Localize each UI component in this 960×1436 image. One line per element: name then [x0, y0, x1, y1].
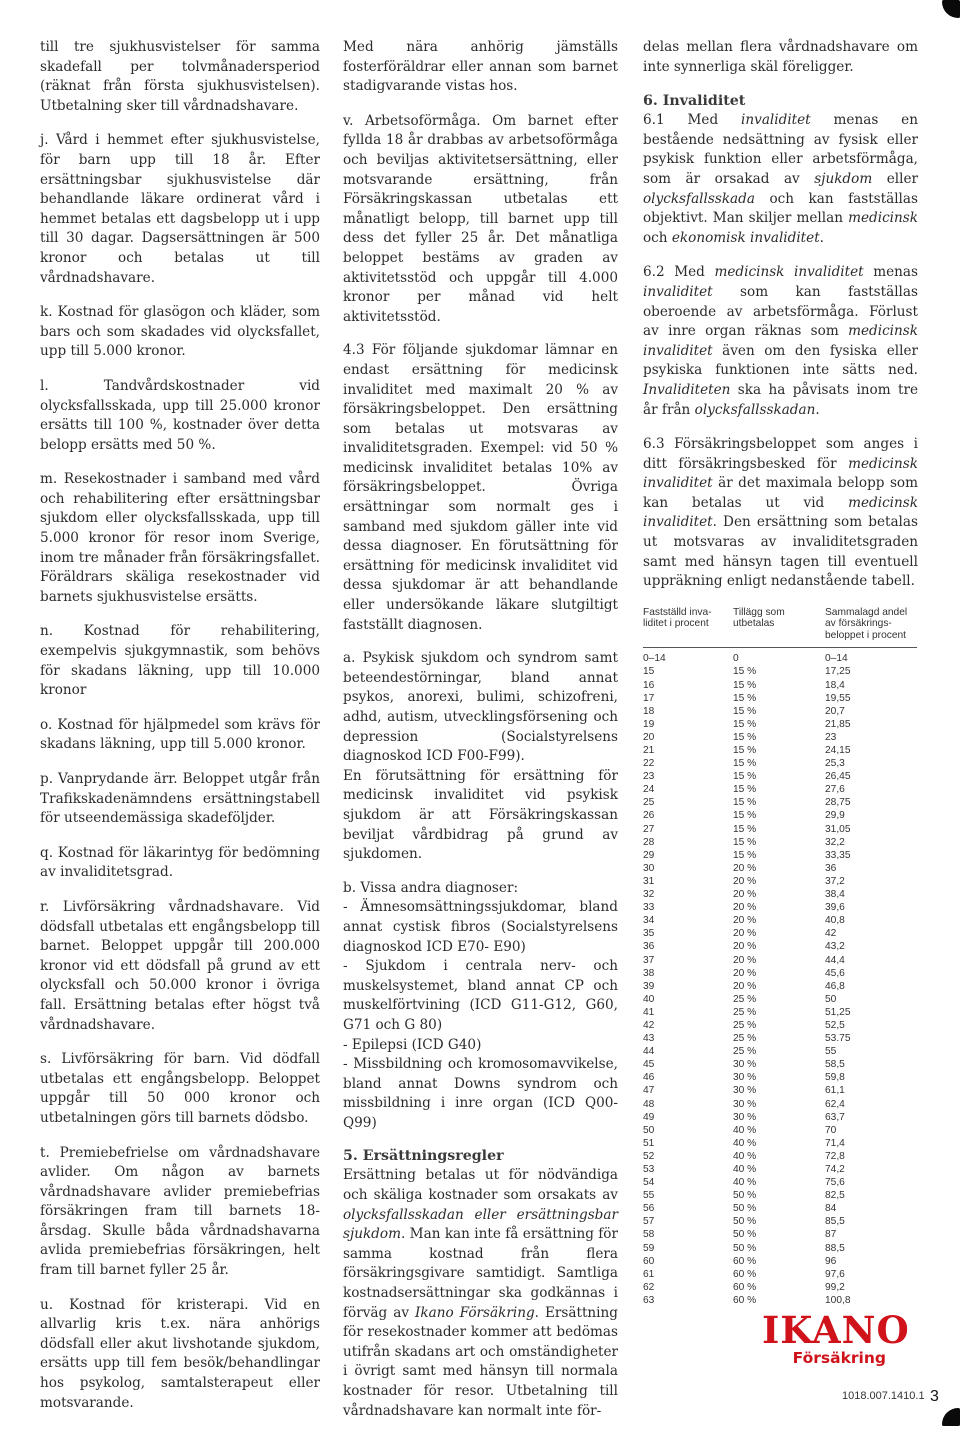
diagnosis-4: - Missbildning och kromosomavvikelse, bland annat Downs syndrom och missbildning i inre organ (ICD Q00-Q99) [343, 1056, 618, 1131]
table-row [643, 1032, 917, 1045]
table-cell: 36 [825, 862, 837, 874]
table-cell: 34 [643, 915, 655, 927]
table-cell: 30 % [733, 1111, 757, 1123]
table-cell: 27 [643, 823, 655, 835]
table-cell: 20 % [733, 915, 757, 927]
table-cell: 15 % [733, 849, 757, 861]
table-cell: 87 [825, 1229, 837, 1241]
table-cell: 41 [643, 1006, 655, 1018]
table-row [643, 901, 917, 914]
table-cell: 25 % [733, 993, 757, 1005]
table-cell: 56 [643, 1203, 655, 1215]
table-cell: 52 [643, 1150, 655, 1162]
table-cell: 15 % [733, 810, 757, 822]
table-cell: 59,8 [825, 1072, 845, 1084]
column-1 [40, 38, 320, 1428]
table-cell: 30 % [733, 1085, 757, 1097]
table-cell: 43 [643, 1033, 655, 1045]
table-cell: 50 % [733, 1203, 757, 1215]
table-cell: 20 % [733, 902, 757, 914]
table-cell: 30 % [733, 1098, 757, 1110]
table-cell: 25 % [733, 1019, 757, 1031]
table-cell: 0–14 [825, 653, 848, 665]
table-cell: 15 % [733, 758, 757, 770]
item-a: a. Psykisk sjukdom och syndrom samt beteendestörningar, bland annat psykos, anorexi, bulimi, schizofreni, adhd, autism, utvecklingsförsening och depression (Socialstyrelsens diagnoskod ICD F00-F99). [343, 650, 618, 765]
table-cell: 17,25 [825, 666, 851, 678]
table-cell: 63 [643, 1294, 655, 1306]
item-v: v. Arbetsoförmåga. Om barnet efter fyllda 18 år drabbas av arbetsoförmåga och beviljas aktivitetsersättning, eller motsvarande ersättning, från Försäkringskassan utbetalas ett månatligt belopp, till barnet upp till dess det fyller 25 år. Det månatliga beloppet bestäms av graden av aktivitetsstöd och uppgår till 4.000 kronor per månad vid helt aktivitetsstöd. [343, 112, 618, 325]
diagnosis-3: - Epilepsi (ICD G40) [343, 1036, 482, 1053]
table-row [643, 862, 917, 875]
item-s: s. Livförsäkring för barn. Vid dödfall utbetalas ett engångsbelopp. Beloppet uppgår till 50 000 kronor och utbetalningen görs till barnets dödsbo. [40, 1051, 320, 1126]
table-row [643, 1189, 917, 1202]
table-cell: 45 [643, 1059, 655, 1071]
item-u: u. Kostnad för kristerapi. Vid en allvarlig kris t.ex. nära anhörigs dödsfall eller akut livshotande sjukdom, ersätts upp till fem besök/behandlingar hos psykolog, samtalsterapeut eller motsvarande. [40, 1296, 320, 1411]
table-cell: 42 [643, 1019, 655, 1031]
table-cell: 51,25 [825, 1006, 851, 1018]
table-cell: 15 % [733, 784, 757, 796]
table-cell: 47 [643, 1085, 655, 1097]
table-cell: 21 [643, 745, 655, 756]
table-cell: 19 [643, 718, 655, 730]
table-row [643, 1137, 917, 1150]
table-cell: 15 % [733, 823, 757, 835]
table-body [643, 648, 917, 1307]
item-p: p. Vanprydande ärr. Beloppet utgår från Trafikskadenämndens ersättningstabell för utseendemässiga skadeföljder. [40, 771, 320, 827]
table-cell: 39,6 [825, 902, 845, 914]
table-cell: 48 [643, 1098, 655, 1110]
table-cell: 33 [643, 902, 655, 914]
table-header-supplement: Tillägg som utbetalas [733, 606, 785, 630]
table-cell: 44,4 [825, 954, 845, 966]
table-cell: 46,8 [825, 980, 845, 992]
table-row [643, 809, 917, 822]
table-cell: 30 % [733, 1072, 757, 1084]
item-t: t. Premiebefrielse om vårdnadshavare avlider. Om någon av barnets vårdnadshavare avlider premiebefrias försäkringen fram till barnets 18-årsdag. Skulle båda vårdnadshavarna avlida premiebefrias försäkringen, helt fram till barnet fyller 25 år. [40, 1144, 320, 1279]
table-row [643, 1124, 917, 1137]
table-row [643, 1071, 917, 1084]
table-cell: 84 [825, 1203, 837, 1215]
table-row [643, 796, 917, 809]
item-k: k. Kostnad för glasögon och kläder, som bars och som skadades vid olycksfallet, upp till 5.000 kronor. [40, 304, 320, 360]
table-cell: 15 % [733, 797, 757, 809]
table-row [643, 1215, 917, 1228]
paragraph-continued: till tre sjukhusvistelser för samma skadefall per tolvmånadersperiod (räknat från första sjukhusvistelsen). Utbetalning sker till vårdnadshavare. [40, 39, 320, 114]
table-cell: 31 [643, 875, 655, 887]
item-r: r. Livförsäkring vårdnadshavare. Vid dödsfall utbetalas ett engångsbelopp till barnet. Beloppet uppgår till 200.000 kronor vid ett dödsfall på grund av ett olycksfall och 50.000 kronor i övriga fall. Ersättning betalas efter högst två vårdnadshavare. [40, 898, 320, 1033]
logo-sub: Försäkring [792, 1349, 886, 1367]
table-cell: 60 [643, 1255, 655, 1267]
table-cell: 85,5 [825, 1216, 845, 1228]
table-cell: 58,5 [825, 1059, 845, 1071]
table-cell: 38,4 [825, 889, 845, 901]
table-cell: 44 [643, 1046, 655, 1058]
table-row [643, 849, 917, 862]
table-cell: 15 % [733, 771, 757, 783]
table-row [643, 757, 917, 770]
invalidity-table [643, 607, 917, 1307]
diagnosis-2: - Sjukdom i centrala nerv- och muskelsystemet, bland annat CP och muskelförtvining (ICD G11-G12, G60, G71 och G 80) [343, 958, 618, 1033]
table-cell: 20 % [733, 967, 757, 979]
table-row [643, 770, 917, 783]
table-row [643, 967, 917, 980]
table-row [643, 1242, 917, 1255]
table-cell: 37,2 [825, 875, 845, 887]
table-row [643, 1006, 917, 1019]
table-row [643, 1281, 917, 1294]
table-cell: 61,1 [825, 1085, 845, 1097]
table-row [643, 823, 917, 836]
table-cell: 50 % [733, 1242, 757, 1254]
table-row [643, 1019, 917, 1032]
paragraph-continued-3: delas mellan flera vårdnadshavare om inte synnerliga skäl föreligger. [643, 39, 918, 75]
table-cell: 28,75 [825, 797, 851, 809]
table-cell: 20 % [733, 875, 757, 887]
table-cell: 27,6 [825, 784, 845, 796]
table-cell: 25 % [733, 1033, 757, 1045]
table-row [643, 1228, 917, 1241]
table-cell: 30 % [733, 1059, 757, 1071]
table-row [643, 1255, 917, 1268]
table-row [643, 1163, 917, 1176]
table-cell: 29 [643, 849, 655, 861]
table-cell: 55 [825, 1046, 837, 1058]
table-cell: 24,15 [825, 745, 851, 756]
table-cell: 24 [643, 784, 655, 796]
table-cell: 29,9 [825, 810, 845, 822]
column-2 [343, 38, 618, 1436]
table-cell: 100,8 [825, 1294, 851, 1306]
table-cell: 72,8 [825, 1150, 845, 1162]
table-cell: 75,6 [825, 1177, 845, 1189]
table-cell: 50 [643, 1124, 655, 1136]
table-row [643, 993, 917, 1006]
table-cell: 52,5 [825, 1019, 845, 1031]
table-cell: 45,6 [825, 967, 845, 979]
table-cell: 60 % [733, 1294, 757, 1306]
table-row [643, 888, 917, 901]
ikano-logo [762, 1308, 910, 1368]
item-m: m. Resekostnader i samband med vård och rehabilitering efter ersättningsbar sjukdom eller olycksfallsskada, upp till 5.000 kronor för resor inom Sverige, inom tre månader från försäkringsfallet. Föräldrars skäliga resekostnader vid barnets sjukhusvistelse ersätts. [40, 471, 320, 605]
table-cell: 19,55 [825, 692, 851, 704]
table-cell: 97,6 [825, 1268, 845, 1280]
table-cell: 70 [825, 1124, 837, 1136]
table-cell: 26,45 [825, 771, 851, 783]
document-code: 1018.007.1410.1 [842, 1390, 925, 1402]
table-row [643, 1045, 917, 1058]
table-cell: 40 % [733, 1137, 757, 1149]
table-row [643, 914, 917, 927]
table-header-invalidity: Fastställd inva- liditet i procent [643, 606, 712, 630]
table-cell: 0 [733, 653, 739, 665]
table-cell: 26 [643, 810, 655, 822]
table-cell: 32 [643, 889, 655, 901]
table-row [643, 927, 917, 940]
table-cell: 50 % [733, 1229, 757, 1241]
table-cell: 15 % [733, 718, 757, 730]
section-5-text: Ersättning betalas ut för nödvändiga och skäliga kostnader som orsakats av olycksfallsskadan eller ersättningsbar sjukdom. Man kan inte få ersättning för samma kostnad från flera försäkringsgivare samtidigt. Samtliga kostnadsersättningar ska godkännas i förväg av Ikano Försäkring. Ersättning för resekostnader kommer att bedömas utifrån skadans art och omständigheter i övrigt samt med hänsyn till normala kostnader för resor. Utbetalning till vårdnadshavare kan normalt inte för- [343, 1167, 618, 1419]
table-cell: 18,4 [825, 679, 845, 691]
table-cell: 30 [643, 862, 655, 874]
table-row [643, 1176, 917, 1189]
table-cell: 60 % [733, 1255, 757, 1267]
table-cell: 96 [825, 1255, 837, 1267]
section-6-3: 6.3 Försäkringsbeloppet som anges i ditt försäkringsbesked för medicinsk invaliditet är det maximala belopp som kan betalas ut vid medicinsk invaliditet. Den ersättning som betalas ut motsvaras av invaliditetsgraden samt med hänsyn tagen till eventuell uppräkning enligt nedanstående tabell. [643, 436, 918, 590]
table-row [643, 1150, 917, 1163]
table-row [643, 1084, 917, 1097]
table-row [643, 1202, 917, 1215]
table-row [643, 648, 917, 666]
table-cell: 39 [643, 980, 655, 992]
table-cell: 62 [643, 1281, 655, 1293]
table-row [643, 836, 917, 849]
item-n: n. Kostnad för rehabilitering, exempelvis sjukgymnastik, som behövs för skadans läkning, upp till 10.000 kronor [40, 623, 320, 699]
table-cell: 53 [643, 1164, 655, 1175]
table-row [643, 1098, 917, 1111]
table-cell: 51 [643, 1137, 655, 1149]
table-cell: 63,7 [825, 1111, 845, 1123]
table-row [643, 940, 917, 953]
section-4-3: 4.3 För följande sjukdomar lämnar en endast ersättning för medicinsk invaliditet med maximalt 20 % av försäkringsbeloppet. Den ersättning som betalas ut motsvaras av invaliditetsgraden. Exempel: vid 50 % medicinsk invaliditet betalas 10% av försäkringsbeloppet. Övriga ersättningar som normalt ges i samband med sjukdom gäller inte vid dessa diagnoser. En förutsättning för ersättning för medicinsk invaliditet vid dessa sjukdomar är att behandlande eller undersökande läkare slutgiltigt fastställt diagnosen. [343, 342, 618, 633]
table-cell: 21,85 [825, 718, 851, 730]
table-cell: 40,8 [825, 915, 845, 927]
table-cell: 33,35 [825, 849, 851, 861]
table-cell: 15 % [733, 745, 757, 756]
table-cell: 53.75 [825, 1033, 851, 1045]
section-6-2: 6.2 Med medicinsk invaliditet menas invaliditet som kan fastställas oberoende av arbetsförmåga. Förlust av inre organ räknas som medicinsk invaliditet även om den fysiska eller psykiska funktionen inte sätts ned. Invaliditeten ska ha påvisats inom tre år från olycksfallsskadan. [643, 264, 918, 418]
table-cell: 71,4 [825, 1137, 845, 1149]
section-5-heading: 5. Ersättningsregler [343, 1148, 504, 1165]
table-row [643, 731, 917, 744]
table-cell: 40 % [733, 1124, 757, 1136]
table-cell: 23 [825, 731, 837, 743]
table-row [643, 980, 917, 993]
table-cell: 25 % [733, 1046, 757, 1058]
item-b-heading: b. Vissa andra diagnoser: [343, 879, 519, 896]
table-row [643, 1268, 917, 1281]
table-cell: 46 [643, 1072, 655, 1084]
table-cell: 50 [825, 993, 837, 1005]
table-cell: 88,5 [825, 1242, 845, 1254]
table-header-row [643, 607, 917, 648]
table-cell: 20 % [733, 928, 757, 940]
table-cell: 15 % [733, 679, 757, 691]
corner-mark-top [942, 0, 960, 18]
table-cell: 40 % [733, 1150, 757, 1162]
table-cell: 20 % [733, 980, 757, 992]
table-cell: 62,4 [825, 1098, 845, 1110]
item-q: q. Kostnad för läkarintyg för bedömning av invaliditetsgrad. [40, 844, 320, 881]
table-row [643, 954, 917, 967]
table-cell: 20 % [733, 889, 757, 901]
table-cell: 38 [643, 967, 655, 979]
table-row [643, 783, 917, 796]
table-cell: 57 [643, 1216, 655, 1228]
table-cell: 28 [643, 836, 655, 848]
table-cell: 35 [643, 928, 655, 940]
table-cell: 40 % [733, 1177, 757, 1189]
table-cell: 32,2 [825, 836, 845, 848]
table-cell: 60 % [733, 1268, 757, 1280]
table-cell: 23 [643, 771, 655, 783]
table-cell: 61 [643, 1268, 655, 1280]
table-cell: 82,5 [825, 1190, 845, 1202]
table-cell: 15 % [733, 731, 757, 743]
table-cell: 40 [643, 993, 655, 1005]
table-cell: 15 % [733, 836, 757, 848]
table-cell: 37 [643, 954, 655, 966]
table-row [643, 679, 917, 692]
table-row [643, 718, 917, 731]
table-cell: 59 [643, 1242, 655, 1254]
table-cell: 40 % [733, 1164, 757, 1175]
table-cell: 58 [643, 1229, 655, 1241]
item-l: l. Tandvårdskostnader vid olycksfallsskada, upp till 25.000 kronor ersätts till 100 %, kostnader över detta belopp ersätts med 50 %. [40, 377, 320, 453]
table-row [643, 692, 917, 705]
table-cell: 20,7 [825, 705, 845, 717]
table-cell: 15 % [733, 705, 757, 717]
logo-brand: IKANO [762, 1308, 910, 1352]
table-cell: 31,05 [825, 823, 851, 835]
table-cell: 20 % [733, 862, 757, 874]
table-cell: 16 [643, 679, 655, 691]
table-row [643, 1111, 917, 1124]
table-cell: 25 % [733, 1006, 757, 1018]
table-cell: 20 [643, 731, 655, 743]
table-row [643, 665, 917, 678]
table-cell: 74,2 [825, 1164, 845, 1175]
table-row [643, 744, 917, 757]
table-cell: 18 [643, 705, 655, 717]
page-number: 3 [930, 1388, 939, 1405]
item-a-condition: En förutsättning för ersättning för medicinsk invaliditet vid psykisk sjukdom är att Försäkringskassan beviljat vårdbidrag på grund av sjukdomen. [343, 767, 618, 863]
table-cell: 22 [643, 758, 655, 770]
table-cell: 15 % [733, 666, 757, 678]
table-row [643, 875, 917, 888]
table-row [643, 705, 917, 718]
table-row [643, 1058, 917, 1071]
table-cell: 15 % [733, 692, 757, 704]
table-cell: 49 [643, 1111, 655, 1123]
section-6-1: 6.1 Med invaliditet menas en bestående nedsättning av fysisk eller psykisk funktion eller arbetsförmåga, som är orsakad av sjukdom eller olycksfallsskada och kan fastställas objektivt. Man skiljer mellan medicinsk och ekonomisk invaliditet. [643, 112, 919, 246]
table-cell: 50 % [733, 1216, 757, 1228]
table-row [643, 1294, 917, 1307]
table-cell: 43,2 [825, 941, 845, 953]
table-cell: 55 [643, 1190, 655, 1202]
table-cell: 25 [643, 797, 655, 809]
table-cell: 50 % [733, 1190, 757, 1202]
corner-mark-bottom [942, 1408, 960, 1426]
table-cell: 42 [825, 928, 837, 940]
table-cell: 17 [643, 692, 655, 704]
table-cell: 15 [643, 666, 655, 678]
item-j: j. Vård i hemmet efter sjukhusvistelse, för barn upp till 18 år. Efter ersättningsbar sjukhusvistelse där behandlande läkare ordinerat vård i hemmet betalas ett dagsbelopp ut i upp till 30 dagar. Dagsersättningen är 500 kronor och betalas ut till vårdnadshavare. [40, 132, 320, 286]
table-cell: 99,2 [825, 1281, 845, 1293]
diagnosis-1: - Ämnesomsättningssjukdomar, bland annat cystisk fibros (Socialstyrelsens diagnoskod ICD E70- E90) [343, 899, 618, 955]
table-cell: 20 % [733, 954, 757, 966]
table-cell: 20 % [733, 941, 757, 953]
section-6-heading: 6. Invaliditet [643, 93, 746, 110]
column-3 [643, 38, 918, 1307]
table-cell: 25,3 [825, 758, 845, 770]
item-o: o. Kostnad för hjälpmedel som krävs för skadans läkning, upp till 5.000 kronor. [40, 716, 320, 753]
paragraph-relatives: Med nära anhörig jämställs fosterföräldrar eller annan som barnet stadigvarande vistas hos. [343, 39, 618, 95]
table-cell: 36 [643, 941, 655, 953]
table-cell: 0–14 [643, 653, 666, 665]
table-cell: 54 [643, 1177, 655, 1189]
table-cell: 60 % [733, 1281, 757, 1293]
table-header-total: Sammalagd andel av försäkrings- beloppet i procent [825, 606, 908, 641]
